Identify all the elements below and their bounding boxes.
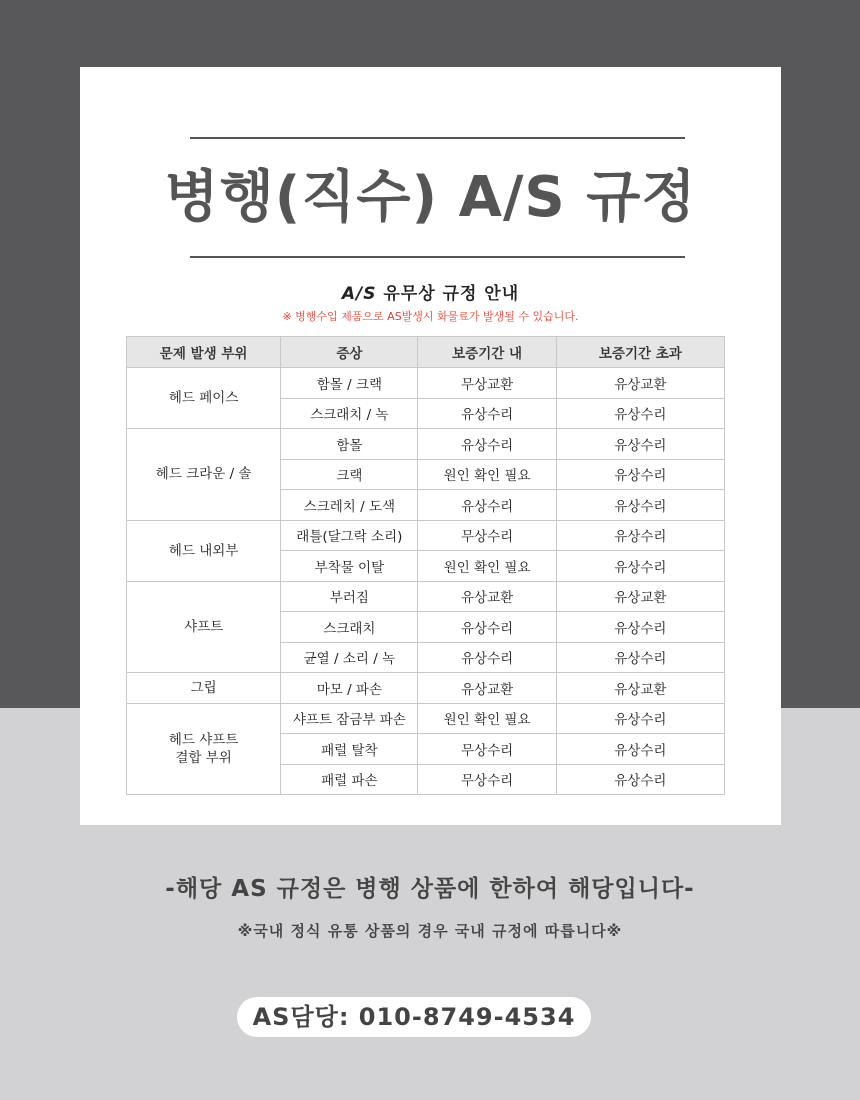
part-cell: 헤드 페이스 — [127, 368, 281, 429]
over-warranty-cell: 유상교환 — [556, 581, 724, 612]
within-warranty-cell: 유상수리 — [418, 398, 556, 429]
table-header-row — [127, 337, 725, 368]
table-row — [127, 581, 725, 612]
table-row — [127, 368, 725, 399]
subtitle-text: 유무상 규정 안내 — [376, 284, 520, 304]
over-warranty-cell: 유상수리 — [556, 734, 724, 765]
as-policy-card — [80, 67, 781, 825]
symptom-cell: 함몰 — [281, 429, 418, 460]
symptom-cell: 함몰 / 크랙 — [281, 368, 418, 399]
freight-warning-note: ※ 병행수입 제품으로 AS발생시 화물료가 발생될 수 있습니다. — [282, 310, 579, 323]
symptom-cell: 마모 / 파손 — [281, 673, 418, 704]
title-bottom-rule — [190, 256, 685, 258]
part-cell: 그립 — [127, 673, 281, 704]
symptom-cell: 패럴 탈착 — [281, 734, 418, 765]
symptom-cell: 부러짐 — [281, 581, 418, 612]
symptom-cell: 스크레치 / 도색 — [281, 490, 418, 521]
part-cell — [127, 703, 281, 795]
header-problem-part: 문제 발생 부위 — [127, 337, 281, 368]
within-warranty-cell: 유상수리 — [418, 642, 556, 673]
symptom-cell: 스크래치 / 녹 — [281, 398, 418, 429]
over-warranty-cell: 유상교환 — [556, 368, 724, 399]
symptom-cell: 래틀(달그락 소리) — [281, 520, 418, 551]
policy-scope-notice: -해당 AS 규정은 병행 상품에 한하여 해당입니다- — [165, 876, 695, 902]
within-warranty-cell: 무상수리 — [418, 520, 556, 551]
as-policy-table — [126, 336, 725, 795]
within-warranty-cell: 유상교환 — [418, 581, 556, 612]
symptom-cell: 스크래치 — [281, 612, 418, 643]
over-warranty-cell: 유상수리 — [556, 398, 724, 429]
section-subtitle — [80, 279, 781, 304]
within-warranty-cell: 무상수리 — [418, 734, 556, 765]
table-row — [127, 673, 725, 704]
within-warranty-cell: 무상수리 — [418, 764, 556, 795]
within-warranty-cell: 유상교환 — [418, 673, 556, 704]
over-warranty-cell: 유상수리 — [556, 703, 724, 734]
over-warranty-cell: 유상수리 — [556, 459, 724, 490]
symptom-cell: 샤프트 잠금부 파손 — [281, 703, 418, 734]
within-warranty-cell: 유상수리 — [418, 490, 556, 521]
symptom-cell: 패럴 파손 — [281, 764, 418, 795]
domestic-policy-notice: ※국내 정식 유통 상품의 경우 국내 규정에 따릅니다※ — [237, 922, 623, 940]
header-over-warranty: 보증기간 초과 — [556, 337, 724, 368]
part-line: 결합 부위 — [175, 749, 232, 766]
over-warranty-cell: 유상수리 — [556, 429, 724, 460]
symptom-cell: 균열 / 소리 / 녹 — [281, 642, 418, 673]
within-warranty-cell: 원인 확인 필요 — [418, 703, 556, 734]
table-row — [127, 520, 725, 551]
over-warranty-cell: 유상수리 — [556, 764, 724, 795]
within-warranty-cell: 유상수리 — [418, 612, 556, 643]
page-title: 병행(직수) A/S 규정 — [164, 165, 697, 230]
over-warranty-cell: 유상수리 — [556, 490, 724, 521]
over-warranty-cell: 유상수리 — [556, 612, 724, 643]
part-line: 헤드 샤프트 — [168, 731, 239, 748]
within-warranty-cell: 유상수리 — [418, 429, 556, 460]
over-warranty-cell: 유상수리 — [556, 520, 724, 551]
table-row — [127, 429, 725, 460]
table-row — [127, 703, 725, 734]
header-within-warranty: 보증기간 내 — [418, 337, 556, 368]
subtitle-prefix: A/S — [341, 284, 377, 304]
part-cell: 헤드 내외부 — [127, 520, 281, 581]
within-warranty-cell: 원인 확인 필요 — [418, 551, 556, 582]
over-warranty-cell: 유상수리 — [556, 551, 724, 582]
within-warranty-cell: 무상교환 — [418, 368, 556, 399]
symptom-cell: 크랙 — [281, 459, 418, 490]
as-contact-pill: AS담당: 010-8749-4534 — [237, 997, 591, 1037]
over-warranty-cell: 유상수리 — [556, 642, 724, 673]
part-cell: 헤드 크라운 / 솔 — [127, 429, 281, 521]
within-warranty-cell: 원인 확인 필요 — [418, 459, 556, 490]
symptom-cell: 부착물 이탈 — [281, 551, 418, 582]
over-warranty-cell: 유상교환 — [556, 673, 724, 704]
part-cell: 샤프트 — [127, 581, 281, 673]
header-symptom: 증상 — [281, 337, 418, 368]
title-top-rule — [190, 137, 685, 139]
